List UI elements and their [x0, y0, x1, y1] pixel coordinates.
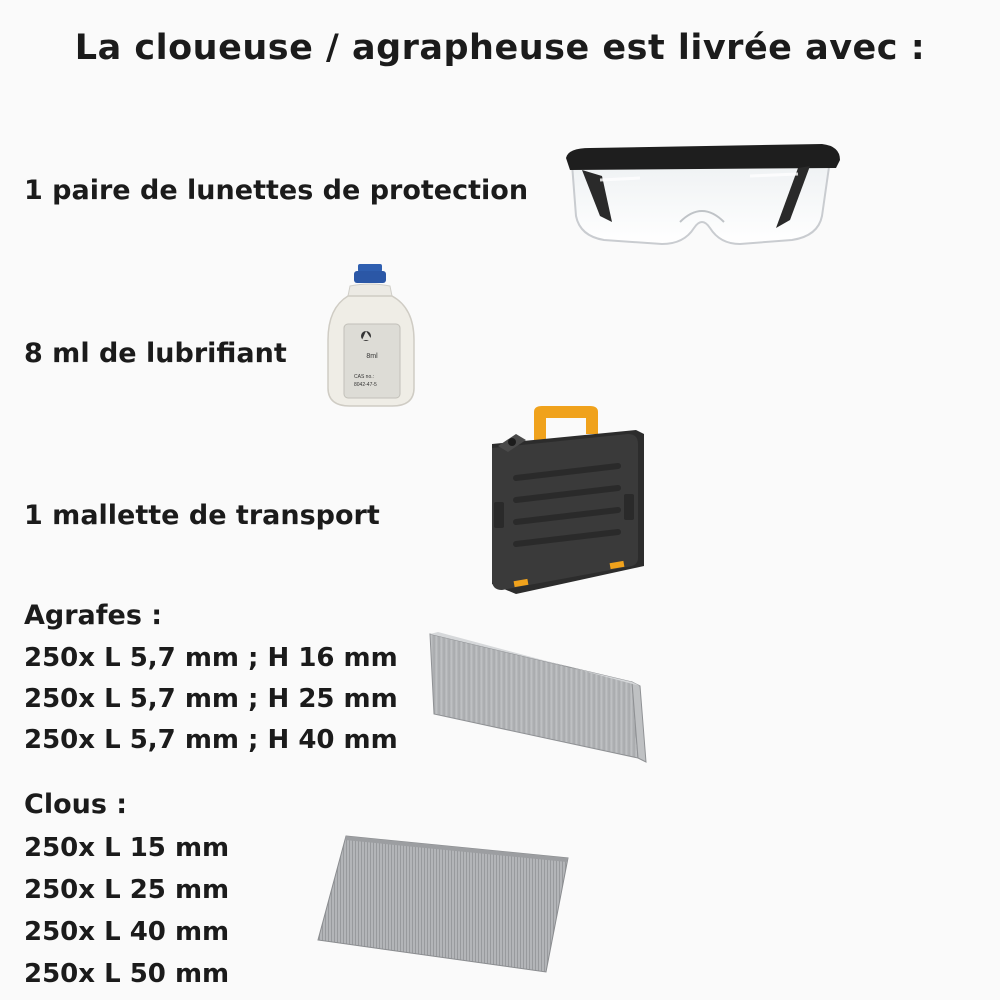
safety-glasses-icon [560, 136, 845, 256]
lubricant-bottle-icon [322, 262, 420, 410]
nails-heading: Clous : [24, 789, 128, 820]
staples-section [24, 594, 398, 761]
glasses-label: 1 paire de lunettes de protection [24, 175, 529, 206]
nail-strip-icon [314, 832, 572, 974]
carrying-case-icon [486, 404, 646, 596]
nails-line: 250x L 15 mm [24, 833, 230, 863]
nails-line: 250x L 25 mm [24, 875, 230, 905]
staples-line: 250x L 5,7 mm ; H 25 mm [24, 684, 398, 714]
staples-line: 250x L 5,7 mm ; H 16 mm [24, 643, 398, 673]
nails-section [24, 783, 229, 995]
case-label: 1 mallette de transport [24, 500, 380, 531]
staple-strip-icon [426, 630, 650, 764]
bottle-volume: 8ml [366, 353, 378, 360]
staples-line: 250x L 5,7 mm ; H 40 mm [24, 725, 398, 755]
bottle-cas-label: CAS no.: [354, 374, 375, 380]
nails-line: 250x L 40 mm [24, 917, 230, 947]
bottle-cas-number: 8042-47-5 [354, 382, 377, 388]
lubricant-label: 8 ml de lubrifiant [24, 338, 287, 369]
nails-line: 250x L 50 mm [24, 959, 230, 989]
staples-heading: Agrafes : [24, 600, 163, 631]
page-title: La cloueuse / agrapheuse est livrée avec : [74, 28, 926, 68]
